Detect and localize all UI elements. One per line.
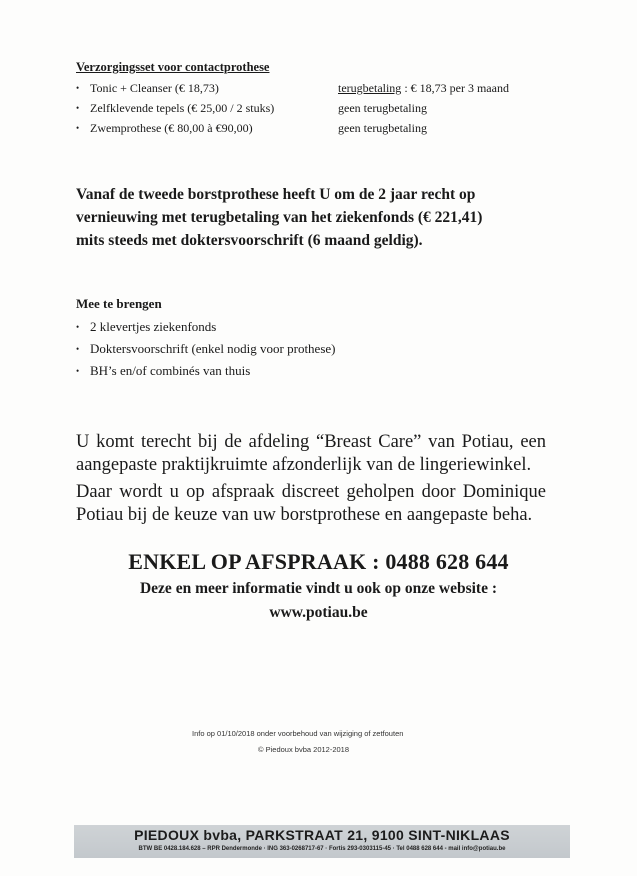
- refund-column: [338, 78, 509, 138]
- refund-label: terugbetaling: [338, 81, 402, 95]
- renewal-paragraph: [76, 183, 546, 252]
- appointment-title: ENKEL OP AFSPRAAK : 0488 628 644: [128, 549, 509, 574]
- list-item: • 2 klevertjes ziekenfonds: [76, 316, 336, 338]
- renewal-line-2: vernieuwing met terugbetaling van het ziekenfonds (€ 221,41): [76, 209, 483, 226]
- info-date-note: Info op 01/10/2018 onder voorbehoud van wijziging of zetfouten: [192, 729, 404, 738]
- website-url[interactable]: www.potiau.be: [269, 604, 368, 621]
- info-paragraph-1: U komt terecht bij de afdeling “Breast Care” van Potiau, een aangepaste praktijkruimte afzonderlijk van de lingeriewinkel.: [76, 432, 546, 475]
- list-item: • Doktersvoorschrift (enkel nodig voor prothese): [76, 338, 336, 360]
- bring-heading: Mee te brengen: [76, 296, 162, 311]
- footer-company: PIEDOUX bvba, PARKSTRAAT 21, 9100 SINT-NIKLAAS: [134, 827, 510, 843]
- copyright-note: © Piedoux bvba 2012-2018: [258, 745, 350, 754]
- no-refund-1: geen terugbetaling: [338, 101, 427, 115]
- renewal-line-3: mits steeds met doktersvoorschrift (6 maand geldig).: [76, 232, 423, 249]
- website-text: Deze en meer informatie vindt u ook op onze website :: [139, 580, 497, 597]
- list-item: • Tonic + Cleanser (€ 18,73): [76, 78, 274, 98]
- no-refund-2: geen terugbetaling: [338, 121, 427, 135]
- list-item: • Zelfklevende tepels (€ 25,00 / 2 stuks): [76, 98, 274, 118]
- care-set-list: [76, 78, 274, 138]
- renewal-line-1: Vanaf de tweede borstprothese heeft U om de 2 jaar recht op: [76, 186, 476, 203]
- footer-details: BTW BE 0428.184.628 – RPR Dendermonde · ING 363-0268717-67 · Fortis 293-0303115-45 · Tel 0488 628 644 - mail info@potiau.be: [138, 846, 506, 852]
- refund-row: [338, 78, 509, 98]
- list-item: • BH’s en/of combinés van thuis: [76, 360, 336, 382]
- footer-bar: [74, 825, 570, 858]
- list-item: • Zwemprothese (€ 80,00 à €90,00): [76, 118, 274, 138]
- bring-list: [76, 316, 336, 382]
- info-paragraph-2: Daar wordt u op afspraak discreet geholpen door Dominique Potiau bij de keuze van uw borstprothese en aangepaste beha.: [76, 482, 546, 525]
- care-set-heading: Verzorgingsset voor contactprothese: [76, 60, 270, 74]
- refund-amount: : € 18,73 per 3 maand: [401, 81, 509, 95]
